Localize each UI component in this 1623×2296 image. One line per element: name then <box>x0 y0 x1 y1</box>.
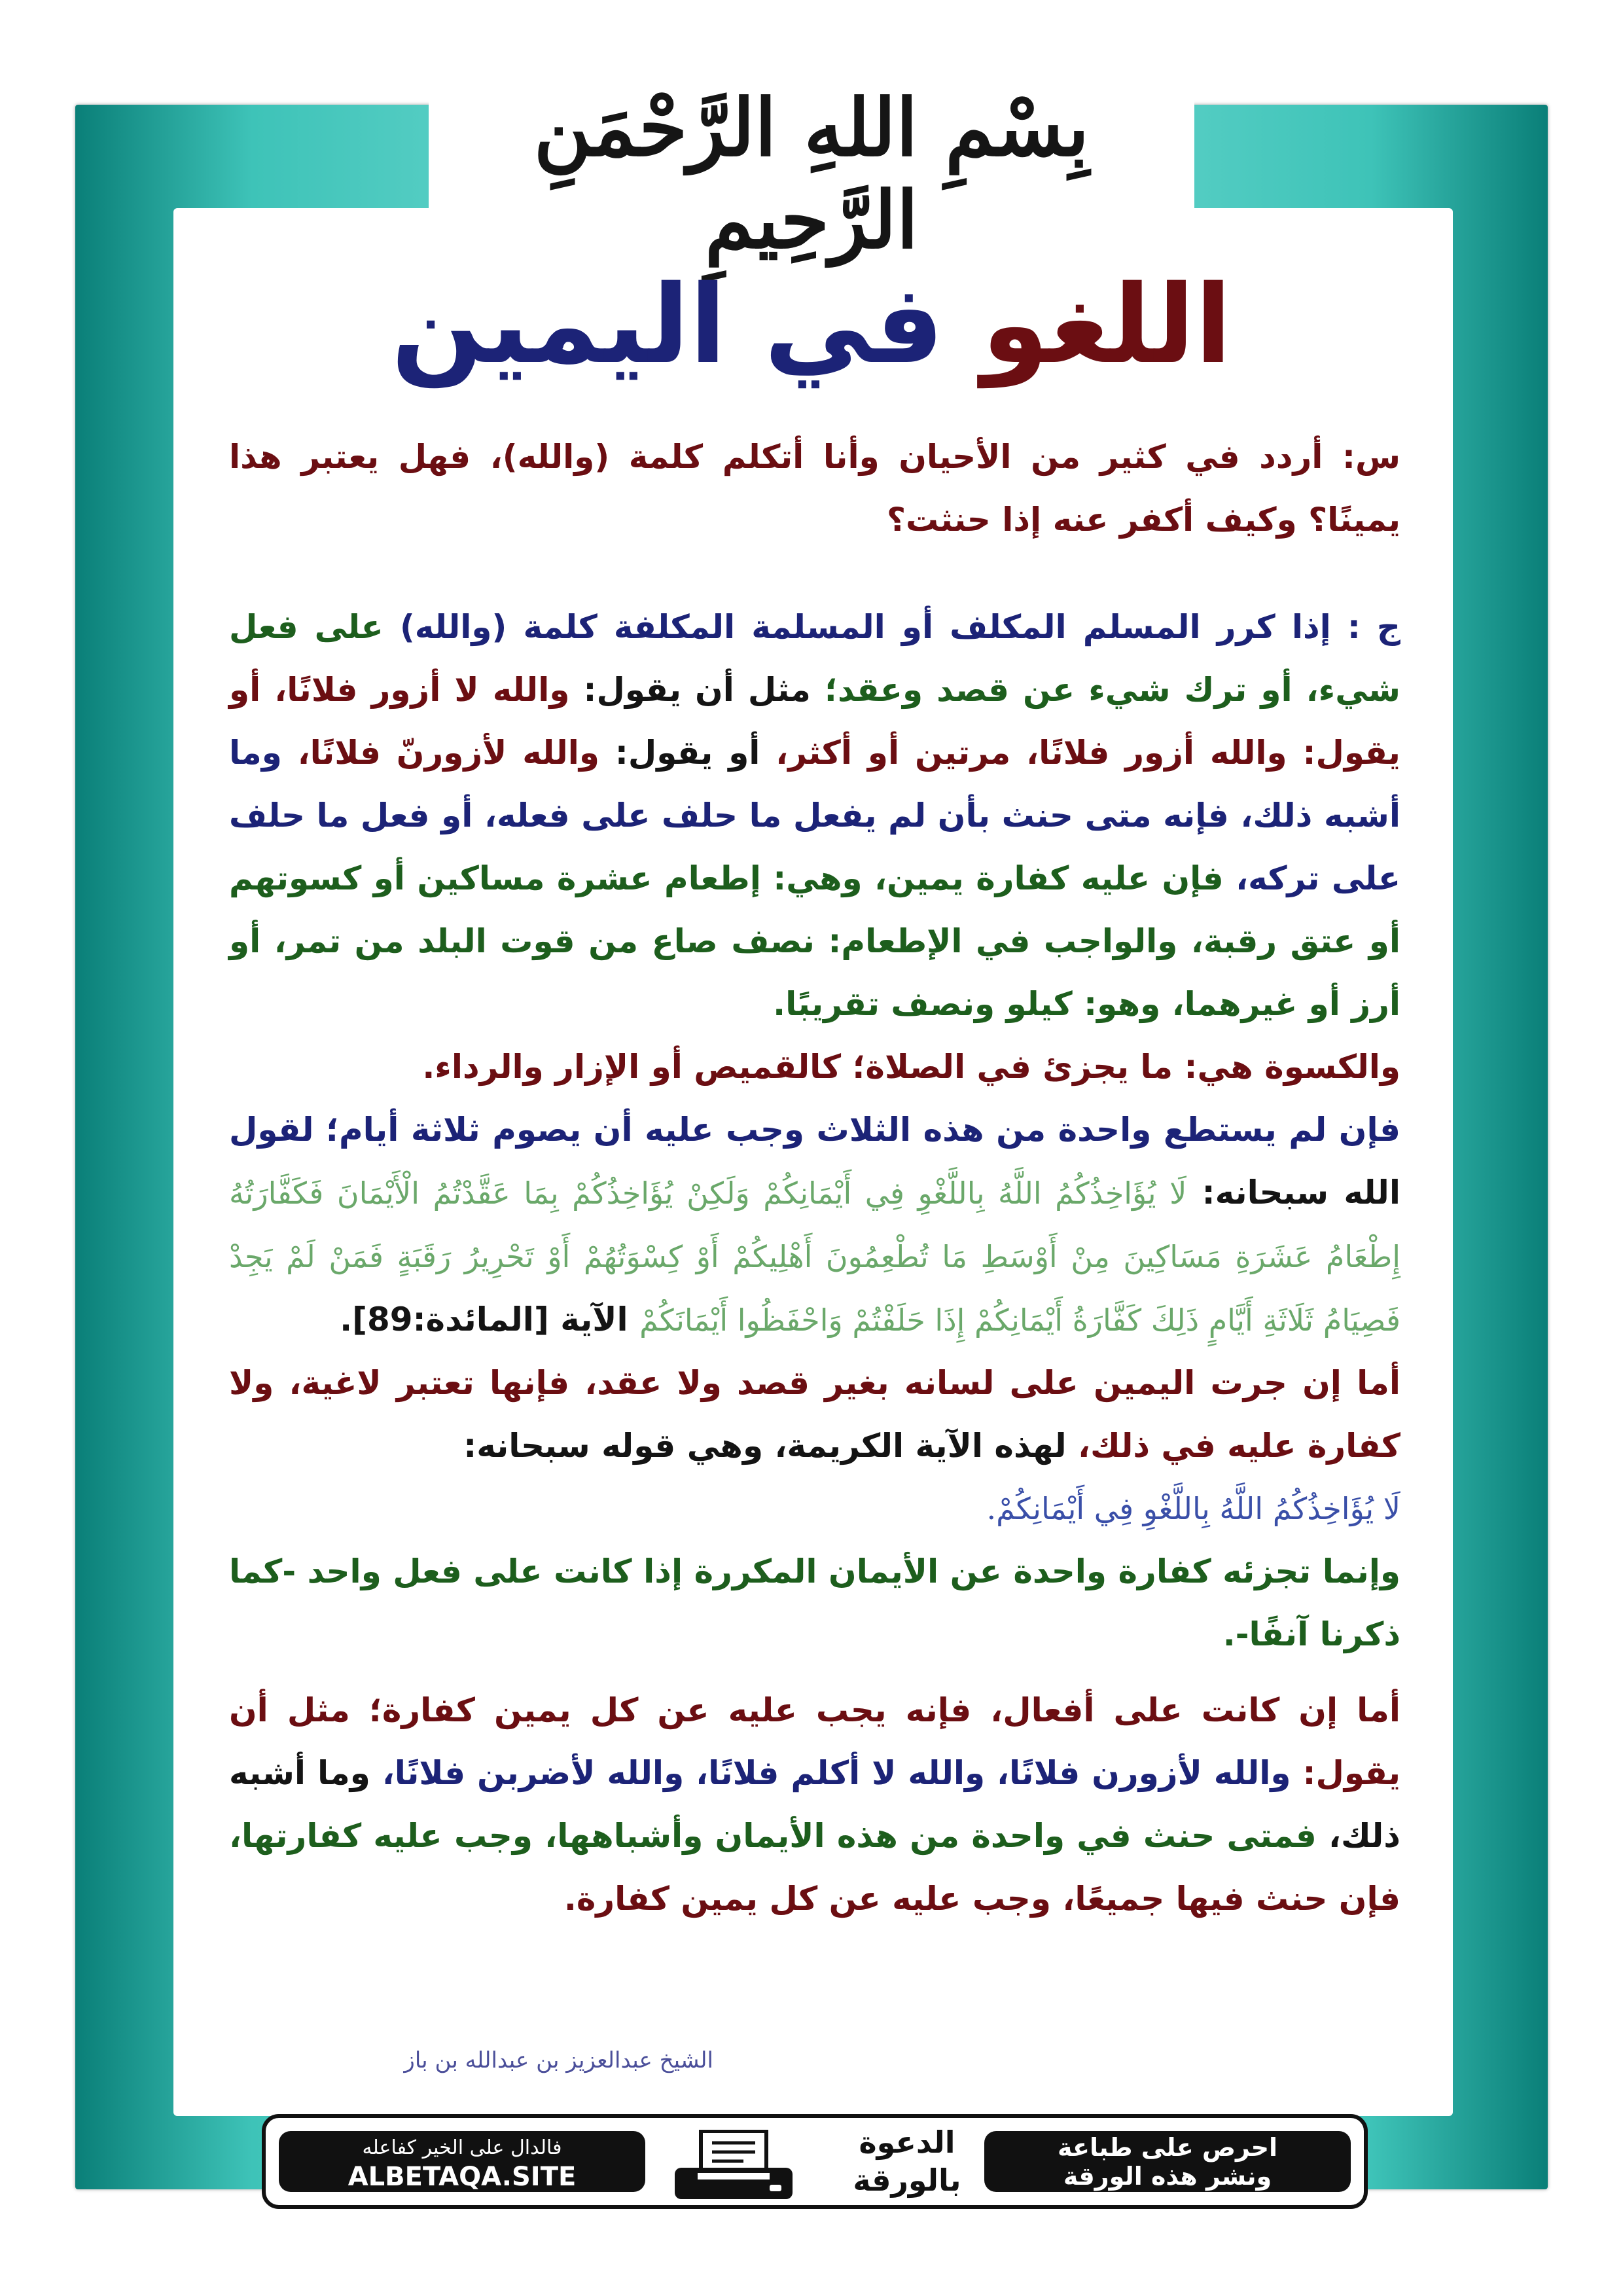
footer-site-link[interactable]: ALBETAQA.SITE <box>348 2162 577 2192</box>
example-intro: مثل أن يقول: <box>583 671 811 709</box>
quran-verse-1: لَا يُؤَاخِذُكُمُ اللَّهُ بِاللَّغْوِ فِي أَيْمَانِكُمْ وَلَكِنْ يُؤَاخِذُكُمْ بِمَا عَقَّدْتُمُ الْأَيْمَانَ فَكَفَّارَتُهُ إِطْعَامُ عَشَرَةِ مَسَاكِينَ مِنْ أَوْسَطِ مَا تُطْعِمُونَ أَهْلِيكُمْ أَوْ كِسْوَتُهُمْ أَوْ تَحْرِيرُ رَقَبَةٍ فَمَنْ لَمْ يَجِدْ فَصِيَامُ ثَلَاثَةِ أَيَّامٍ ذَلِكَ كَفَّارَةُ أَيْمَانِكُمْ إِذَا حَلَفْتُمْ وَاحْفَظُوا أَيْمَانَكُمْ <box>229 1175 1400 1338</box>
question-text: س: أردد في كثير من الأحيان وأنا أتكلم كلمة (والله)، فهل يعتبر هذا يمينًا؟ وكيف أكفر عنه إذا حنثت؟ <box>229 438 1400 539</box>
footer-print-line1: احرص على طباعة <box>1057 2133 1278 2162</box>
multiple-acts-paragraph <box>229 1679 1400 1930</box>
clothing-paragraph: والكسوة هي: ما يجزئ في الصلاة؛ كالقميص أو الإزار والرداء. <box>422 1048 1400 1086</box>
printer-icon <box>671 2130 796 2202</box>
article-body <box>229 425 1400 1930</box>
footer-site-pill[interactable] <box>279 2131 645 2192</box>
breaking-all-text: فإن حنث فيها جميعًا، وجب عليه عن كل يمين كفارة. <box>563 1880 1400 1918</box>
example-intro-2: أو يقول: <box>615 734 760 772</box>
answer-paragraph-1 <box>229 596 1400 1035</box>
title-part2: في اليمين <box>391 262 944 387</box>
quran-verse-2: لَا يُؤَاخِذُكُمُ اللَّهُ بِاللَّغْوِ فِي أَيْمَانِكُمْ. <box>986 1491 1400 1526</box>
lagh-paragraph <box>229 1352 1400 1477</box>
no-expiation-text: ولا كفارة عليه في ذلك، <box>229 1364 1400 1465</box>
single-expiation-paragraph: وإنما تجزئه كفارة واحدة عن الأيمان المكررة إذا كانت على فعل واحد -كما ذكرنا آنفًا-. <box>229 1552 1400 1653</box>
answer-intro: ج : إذا كرر المسلم المكلف أو المسلمة المكلفة كلمة (والله) <box>399 608 1400 646</box>
breaking-one-text: فمتى حنث في واحدة من هذه الأيمان وأشباهها، وجب عليه كفارتها، <box>229 1817 1317 1855</box>
basmala-calligraphy <box>429 46 1194 266</box>
footer-print-line2: ونشر هذه الورقة <box>1063 2162 1272 2191</box>
source-attribution: الشيخ عبدالعزيز بن عبدالله بن باز <box>404 2047 713 2073</box>
example-oath-3: والله لأزورنّ فلانًا، <box>297 734 599 772</box>
multiple-acts-text: أما إن كانت على أفعال، فإنه يجب عليه عن كل يمين كفارة؛ مثل أن يقول: <box>229 1691 1400 1792</box>
logo-line-1: الدعوة <box>859 2125 955 2160</box>
fasting-text: فإن لم يستطع واحدة من هذه الثلاث وجب عليه أن يصوم ثلاثة أيام؛ لقول <box>229 1111 1400 1149</box>
logo-line-2: بالورقة <box>853 2162 961 2198</box>
answer-condition: على فعل شيء، أو ترك شيء عن قصد وعقد؛ <box>229 608 1400 709</box>
verse-reference: الآية [المائدة:89]. <box>340 1300 628 1338</box>
lagh-verse-intro: لهذه الآية الكريمة، وهي قوله سبحانه: <box>463 1427 1067 1465</box>
fasting-paragraph <box>229 1098 1400 1352</box>
page-title <box>0 262 1623 387</box>
multiple-oaths-example: والله لأزورن فلانًا، والله لا أكلم فلانًا، والله لأضربن فلانًا، <box>382 1754 1291 1792</box>
basmala-text: بِسْمِ اللهِ الرَّحْمَنِ الرَّحِيمِ <box>533 82 1090 266</box>
dawah-logo <box>842 2123 972 2205</box>
footer-print-pill <box>984 2131 1351 2192</box>
breaking-oath-text: وما أشبه ذلك، فإنه متى حنث بأن لم يفعل ما حلف على فعله، أو فعل ما حلف على تركه، <box>229 734 1400 897</box>
quote-intro: الله سبحانه: <box>1202 1174 1400 1211</box>
title-part1: اللغو <box>981 262 1232 387</box>
footer-proverb: فالدال على الخير كفاعله <box>362 2136 562 2159</box>
example-oaths: والله لا أزور فلانًا، أو يقول: والله أزور فلانًا، مرتين أو أكثر، <box>229 671 1400 772</box>
expiation-text: فإن عليه كفارة يمين، وهي: إطعام عشرة مساكين أو كسوتهم أو عتق رقبة، والواجب في الإطعام: نصف صاع من قوت البلد من تمر، أو أرز أو غيرهما، وهو: كيلو ونصف تقريبًا. <box>229 859 1400 1023</box>
footer-bar <box>262 2114 1368 2209</box>
similar-text: وما أشبه ذلك، <box>229 1754 1400 1855</box>
lagh-text: أما إن جرت اليمين على لسانه بغير قصد ولا عقد، فإنها تعتبر لاغية، <box>289 1364 1400 1402</box>
